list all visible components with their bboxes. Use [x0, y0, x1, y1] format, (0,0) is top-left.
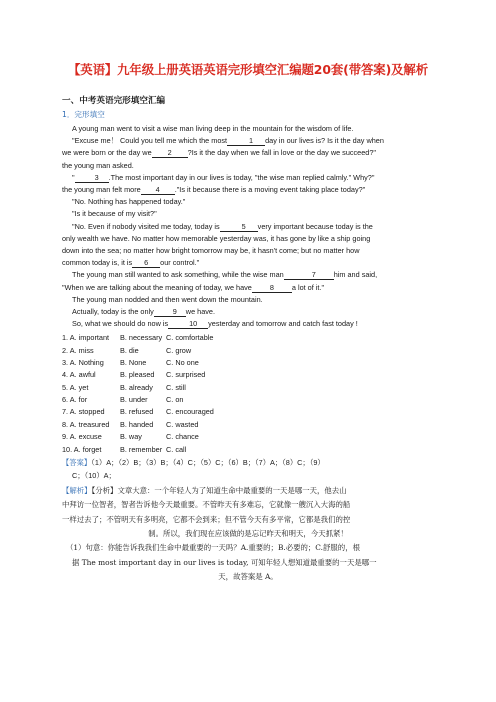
option-row [62, 381, 246, 393]
option-c: C. wasted [166, 419, 199, 429]
option-row [62, 443, 246, 455]
answer-line [62, 457, 434, 469]
option-a: 7. A. stopped [62, 407, 105, 417]
blank-1: 1 [227, 136, 265, 146]
option-c: C. surprised [166, 370, 206, 380]
analysis-line: 一样过去了；不管明天有多明亮，它都不会到来；但不管今天有多平常，它都是我们的控 [62, 514, 351, 524]
passage-text: "Excuse me！ Could you tell me which the most [72, 136, 228, 146]
passage-text: A young man went to visit a wise man living deep in the mountain for the wisdom of life. [72, 124, 354, 133]
passage-line [62, 306, 434, 318]
analysis-line [62, 484, 434, 498]
passage-line [62, 221, 434, 233]
passage-line [62, 123, 434, 135]
passage-text: ?Is it the day when we fall in love or the day we succeed?" [187, 148, 377, 158]
passage-line [62, 269, 434, 281]
passage-text: day in our lives is? Is it the day when [265, 136, 384, 146]
passage-line [62, 208, 434, 220]
passage-text: common today is, it is [62, 258, 133, 268]
passage-text: we were born or the day we [62, 148, 152, 158]
option-c: C. grow [166, 345, 192, 355]
passage-text: "Is it because of my visit?" [72, 209, 157, 219]
option-b: B. None [120, 357, 147, 367]
options-table [62, 331, 246, 455]
passage-text: down into the sea; no matter how bright tomorrow may be, it hasn't come; but no matter how [62, 246, 360, 256]
passage [62, 123, 434, 330]
option-c: C. encouraged [166, 407, 214, 417]
passage-text: The young man nodded and then went down the mountain. [72, 294, 263, 304]
option-b: B. way [120, 432, 142, 442]
passage-text: the young man asked. [62, 160, 134, 170]
blank-4: 4 [141, 185, 175, 195]
blank-5: 5 [220, 222, 258, 232]
option-b: B. refused [120, 407, 154, 417]
passage-line [62, 196, 434, 208]
passage-line [62, 257, 434, 269]
passage-line [62, 184, 434, 196]
option-a: 5. A. yet [62, 382, 89, 392]
section-heading: 一、中考英语完形填空汇编 [62, 96, 166, 106]
option-row [62, 331, 246, 343]
passage-line [62, 147, 434, 159]
passage-text: only wealth we have. No matter how memorable yesterday was, it has gone by like a ship going [62, 233, 371, 243]
analysis-line: 据 The most important day in our lives is today, 可知年轻人想知道最重要的一天是哪一 [72, 557, 377, 567]
passage-text: a lot of it." [291, 282, 325, 292]
analysis-line: 制。所以，我们现在应该做的是忘记昨天和明天，今天抓紧！ [148, 528, 348, 538]
option-b: B. handed [120, 419, 154, 429]
option-b: B. die [120, 345, 139, 355]
passage-line [62, 294, 434, 306]
answer-line: C；（10）A； [72, 470, 116, 480]
option-a: 6. A. for [62, 395, 88, 405]
option-row [62, 369, 246, 381]
option-a: 1. A. important [62, 333, 110, 343]
option-row [62, 431, 246, 443]
blank-2: 2 [152, 148, 188, 158]
option-c: C. chance [166, 432, 199, 442]
blank-9: 9 [154, 307, 186, 317]
option-c: C. comfortable [166, 333, 214, 343]
analysis-tag: 【解析】 [62, 485, 92, 495]
option-a: 8. A. treasured [62, 419, 110, 429]
option-row [62, 393, 246, 405]
option-row [62, 356, 246, 368]
passage-text: Actually, today is the only [72, 307, 154, 317]
option-b: B. pleased [120, 370, 155, 380]
analysis-line: 天，故答案是 A。 [218, 572, 278, 582]
option-b: B. under [120, 395, 148, 405]
option-b: B. remember [120, 444, 163, 454]
option-a: 2. A. miss [62, 345, 94, 355]
analysis-line: （1）句意：你能告诉我我们生命中最重要的一天吗？A.重要的；B.必要的；C.舒服的，根 [66, 543, 360, 553]
passage-text: "No. Even if nobody visited me today, today is [72, 221, 220, 231]
passage-text: very important because today is the [257, 221, 373, 231]
passage-text: yesterday and tomorrow and catch fast today ! [208, 319, 358, 329]
analysis-text: 【分析】文章大意：一个年轻人为了知道生命中最重要的一天是哪一天，他去山 [91, 485, 347, 495]
option-a: 9. A. excuse [62, 432, 102, 442]
option-a: 4. A. awful [62, 370, 96, 380]
analysis-block [62, 484, 434, 585]
passage-text: .The most important day in our lives is today, "the wise man replied calmly." Why?" [108, 172, 375, 182]
question-type-label: 1．完形填空 [62, 110, 105, 119]
passage-text: The young man still wanted to ask something, while the wise man [72, 270, 284, 280]
blank-6: 6 [132, 258, 160, 268]
passage-text: "No. Nothing has happened today." [72, 197, 186, 207]
passage-text: ."Is it because there is a moving event taking place today?" [174, 185, 366, 195]
blank-10: 10 [168, 319, 208, 329]
option-row [62, 418, 246, 430]
passage-line [62, 160, 434, 172]
passage-text: So, what we should do now is [72, 319, 169, 329]
answer-text: （1）A；（2）B；（3）B；（4）C；（5）C；（6）B；（7）A；（8）C；（9） [91, 458, 325, 468]
answer-block [62, 457, 434, 481]
option-a: 3. A. Nothing [62, 357, 104, 367]
passage-text: " [72, 172, 75, 182]
passage-line [62, 282, 434, 294]
option-row [62, 344, 246, 356]
passage-text: we have. [185, 307, 216, 317]
blank-7: 7 [284, 270, 334, 280]
option-c: C. still [166, 382, 186, 392]
blank-8: 8 [252, 283, 292, 293]
option-c: C. No one [166, 357, 199, 367]
analysis-line: 中拜访一位智者，智者告诉他今天最重要。不管昨天有多难忘，它就像一艘沉入大海的船 [62, 500, 351, 510]
passage-text: him and said, [333, 270, 378, 280]
option-c: C. on [166, 395, 184, 405]
answer-tag: 【答案】 [62, 458, 92, 468]
passage-line [62, 318, 434, 330]
option-c: C. call [166, 444, 187, 454]
option-b: B. already [120, 382, 153, 392]
passage-line [62, 233, 434, 245]
passage-line [62, 135, 434, 147]
passage-line [62, 245, 434, 257]
passage-line [62, 172, 434, 184]
passage-text: our control." [160, 258, 200, 268]
passage-text: the young man felt more [62, 185, 141, 195]
passage-text: "When we are talking about the meaning of today, we have [62, 282, 252, 292]
document-title: 【英语】九年级上册英语英语完形填空汇编题20套(带答案)及解析 [67, 62, 428, 77]
option-a: 10. A. forget [62, 444, 102, 454]
option-b: B. necessary [120, 333, 163, 343]
blank-3: 3 [75, 173, 109, 183]
option-row [62, 406, 246, 418]
